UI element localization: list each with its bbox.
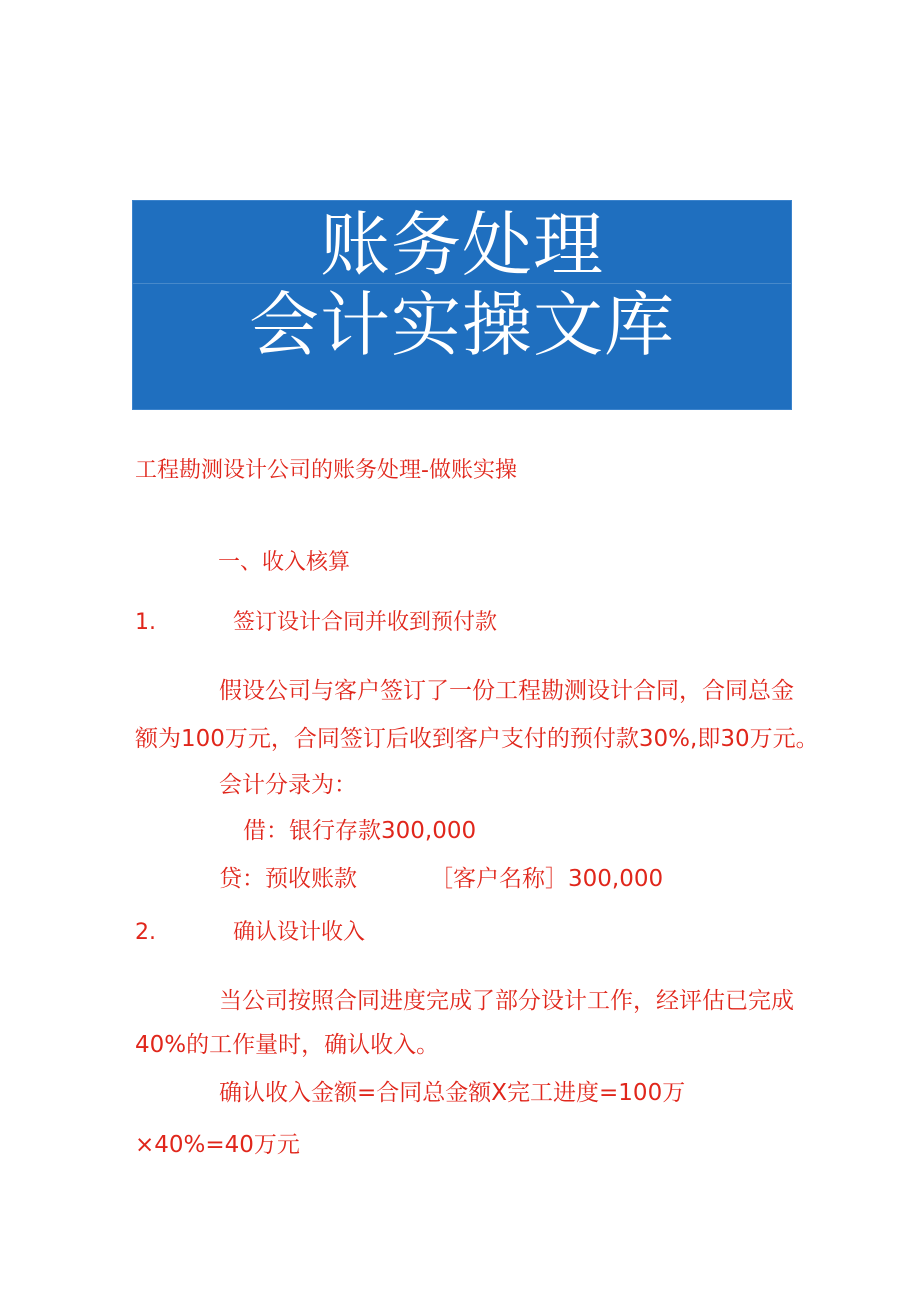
formula-line-2: ×40%=40万元 bbox=[135, 1132, 300, 1158]
step-2-number: 2. bbox=[135, 920, 156, 945]
formula-line-1: 确认收入金额=合同总金额X完工进度=100万 bbox=[219, 1080, 686, 1106]
entry-intro: 会计分录为： bbox=[219, 772, 357, 798]
banner-title: 账务处理 bbox=[320, 204, 604, 286]
step-2-label: 确认设计收入 bbox=[233, 920, 366, 945]
banner-subtitle: 会计实操文库 bbox=[249, 284, 675, 366]
document-title: 工程勘测设计公司的账务处理-做账实操 bbox=[135, 458, 517, 483]
credit-entry-label: 贷：预收账款 bbox=[219, 866, 357, 892]
step-2-paragraph-line-2: 40%的工作量时，确认收入。 bbox=[135, 1032, 440, 1058]
step-1-number: 1. bbox=[135, 610, 156, 635]
step-1-label: 签订设计合同并收到预付款 bbox=[233, 610, 498, 635]
credit-entry-detail: ［客户名称］300,000 bbox=[430, 866, 664, 892]
section-heading: 一、收入核算 bbox=[218, 550, 351, 575]
step-2-paragraph-line-1: 当公司按照合同进度完成了部分设计工作，经评估已完成 bbox=[219, 988, 794, 1014]
title-banner bbox=[132, 200, 792, 410]
debit-entry: 借：银行存款300,000 bbox=[243, 818, 477, 844]
step-1-paragraph-line-1: 假设公司与客户签订了一份工程勘测设计合同，合同总金 bbox=[219, 678, 794, 704]
step-1-paragraph-line-2: 额为100万元，合同签订后收到客户支付的预付款30%,即30万元。 bbox=[135, 726, 819, 752]
